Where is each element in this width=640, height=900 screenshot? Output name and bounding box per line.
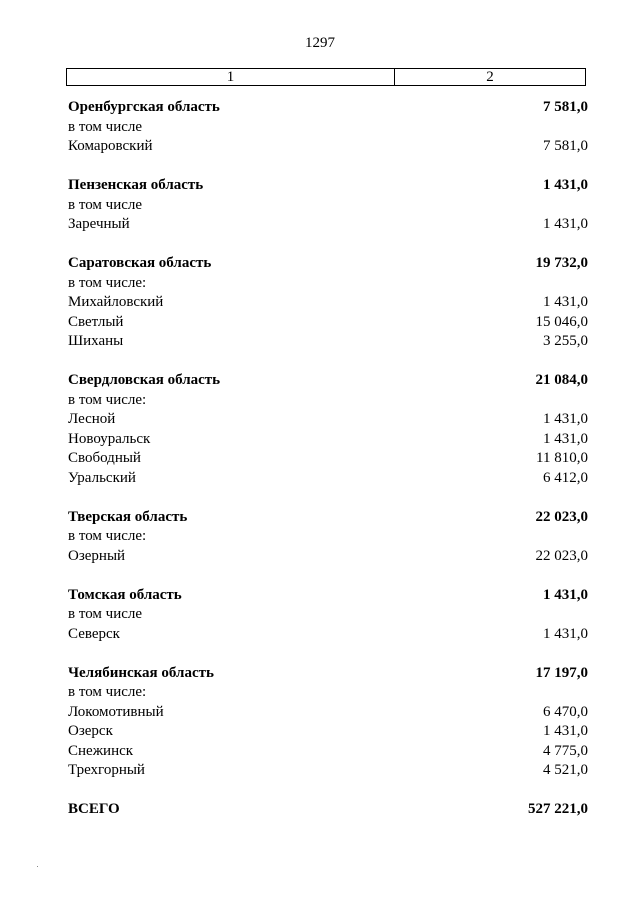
region-total: 17 197,0 (535, 664, 588, 681)
region-name: Свердловская область (68, 372, 221, 388)
item-row (68, 547, 588, 567)
subheading-label: в том числе: (68, 684, 147, 700)
item-name: Михайловский (68, 294, 164, 310)
item-value: 1 431,0 (543, 723, 588, 739)
item-name: Уральский (68, 469, 136, 486)
item-row (68, 293, 588, 313)
item-row (68, 215, 588, 235)
region-block (68, 371, 588, 488)
item-row (68, 410, 588, 430)
subheading-label: в том числе (68, 118, 143, 135)
grand-total-label: ВСЕГО (68, 801, 120, 817)
item-name: Свободный (68, 450, 141, 466)
item-value: 22 023,0 (535, 547, 588, 564)
region-name: Пензенская область (68, 177, 204, 193)
item-value: 4 775,0 (543, 742, 588, 759)
subheading-row (68, 527, 588, 547)
item-row (68, 332, 588, 352)
region-row (68, 586, 588, 606)
item-row (68, 742, 588, 762)
item-row (68, 430, 588, 450)
region-total: 1 431,0 (543, 177, 588, 193)
item-value: 4 521,0 (543, 762, 588, 778)
item-name: Северск (68, 625, 120, 642)
subheading-row (68, 196, 588, 216)
item-row (68, 761, 588, 781)
table-body (68, 98, 588, 820)
subheading-label: в том числе (68, 606, 143, 622)
region-name: Томская область (68, 586, 182, 603)
item-name: Заречный (68, 216, 130, 232)
region-block (68, 586, 588, 645)
grand-total-value: 527 221,0 (528, 801, 588, 817)
item-row (68, 449, 588, 469)
region-block (68, 664, 588, 781)
region-name: Челябинская область (68, 664, 214, 681)
item-row (68, 625, 588, 645)
scan-speck (37, 866, 38, 867)
page-number: 1297 (305, 35, 335, 51)
item-row (68, 722, 588, 742)
subheading-label: в том числе: (68, 274, 147, 291)
region-total: 21 084,0 (535, 372, 588, 388)
item-value: 6 412,0 (543, 469, 588, 486)
item-name: Локомотивный (68, 703, 164, 720)
item-value: 1 431,0 (543, 625, 588, 642)
subheading-row (68, 605, 588, 625)
item-name: Новоуральск (68, 430, 151, 447)
item-value: 1 431,0 (543, 430, 588, 447)
subheading-row (68, 274, 588, 294)
region-row (68, 664, 588, 684)
item-name: Светлый (68, 313, 124, 330)
region-row (68, 176, 588, 196)
item-row (68, 703, 588, 723)
region-name: Оренбургская область (68, 99, 220, 115)
region-block (68, 254, 588, 352)
item-value: 6 470,0 (543, 703, 588, 720)
subheading-row (68, 391, 588, 411)
item-name: Комаровский (68, 138, 153, 154)
region-total: 22 023,0 (535, 508, 588, 525)
subheading-label: в том числе: (68, 528, 147, 544)
region-block (68, 98, 588, 157)
item-row (68, 469, 588, 489)
region-total: 1 431,0 (543, 586, 588, 603)
subheading-row (68, 118, 588, 138)
item-value: 3 255,0 (543, 333, 588, 349)
column-header-1: 1 (67, 69, 395, 85)
item-value: 7 581,0 (543, 138, 588, 154)
item-value: 1 431,0 (543, 216, 588, 232)
region-row (68, 371, 588, 391)
subheading-label: в том числе: (68, 391, 147, 408)
item-name: Трехгорный (68, 762, 145, 778)
subheading-row (68, 683, 588, 703)
region-total: 19 732,0 (535, 255, 588, 271)
table-header (66, 68, 586, 86)
item-value: 1 431,0 (543, 411, 588, 427)
item-row (68, 313, 588, 333)
region-row (68, 98, 588, 118)
item-name: Снежинск (68, 742, 134, 759)
region-name: Саратовская область (68, 255, 212, 271)
grand-total-row (68, 800, 588, 820)
region-block (68, 508, 588, 567)
region-name: Тверская область (68, 508, 188, 525)
item-name: Лесной (68, 411, 116, 427)
region-row (68, 254, 588, 274)
item-name: Озерск (68, 723, 113, 739)
item-name: Шиханы (68, 333, 124, 349)
item-name: Озерный (68, 547, 126, 564)
column-header-2: 2 (486, 69, 494, 85)
region-block (68, 176, 588, 235)
region-total: 7 581,0 (543, 99, 588, 115)
item-value: 15 046,0 (535, 313, 588, 330)
subheading-label: в том числе (68, 196, 143, 213)
item-value: 11 810,0 (536, 450, 588, 466)
item-value: 1 431,0 (543, 294, 588, 310)
region-row (68, 508, 588, 528)
item-row (68, 137, 588, 157)
